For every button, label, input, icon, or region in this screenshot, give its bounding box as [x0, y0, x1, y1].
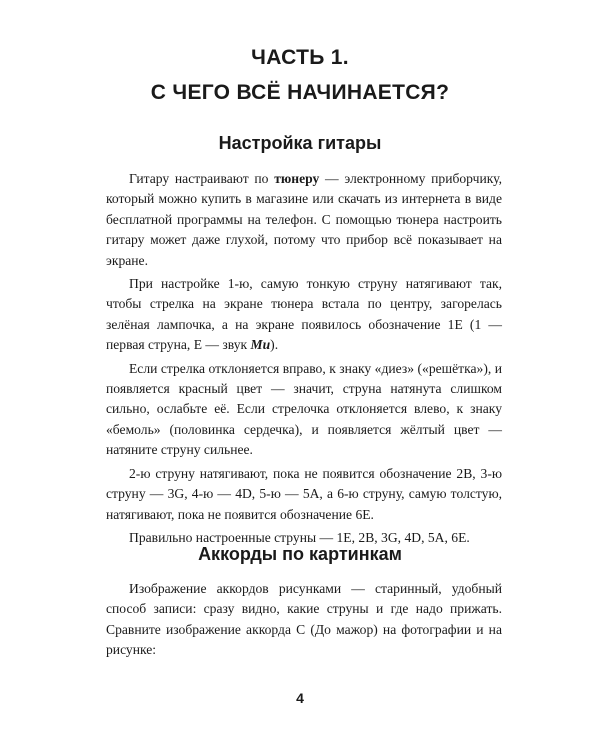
paragraph-tuned-strings: Правильно настроенные струны — 1E, 2B, 3G, 4D, 5A, 6E.: [129, 529, 470, 545]
paragraph-needle-direction: Если стрелка отклоняется вправо, к знаку «диез» («решётка»), и появляется красный цвет — значит, струна натянута слишком сильно, ослабьте её. Если стрелочка отклоняется влево, к знаку «бемоль» (половинка сердечка), и появляется жёлтый цвет — натяните струну сильнее.: [106, 360, 502, 458]
paragraph-other-strings: 2-ю струну натягивают, пока не появится обозначение 2B, 3-ю струну — 3G, 4-ю — 4D, 5-ю — 5A, а 6-ю струну, самую толстую, натягивают, пока не появится обозначение 6E.: [106, 465, 502, 522]
paragraph-chord-diagrams: Изображение аккордов рисунками — старинный, удобный способ записи: сразу видно, какие струны и где надо прижать. Сравните изображение аккорда С (До мажор) на фотографии и на рисунке:: [106, 581, 502, 658]
section-title-guitar-tuning: Настройка гитары: [218, 133, 382, 153]
note-mi: Ми: [250, 337, 271, 353]
section-title-chords: Аккорды по картинкам: [198, 544, 402, 564]
page-number: 4: [296, 690, 304, 706]
paragraph-first-string: При настройке 1-ю, самую тонкую струну натягивают так, чтобы стрелка на экране тюнера встала по центру, загорелась зелёная лампочка, а на экране появилось обозначение 1E (1 — первая струна, E — звук Ми).: [106, 276, 502, 353]
section-guitar-tuning-text: [106, 169, 502, 548]
part-title-name: С ЧЕГО ВСЁ НАЧИНАЕТСЯ?: [150, 81, 450, 104]
paragraph-tuner-intro: Гитару настраивают по тюнеру — электронному приборчику, который можно купить в магазине или скачать из интернета в виде бесплатной программы на телефон. С помощью тюнера настроить гитару может даже глухой, потому что прибор всё показывает на экране.: [106, 171, 503, 268]
term-tuner: тюнеру: [274, 171, 320, 186]
section-chords-text: [106, 579, 502, 661]
part-title-number: ЧАСТЬ 1.: [251, 46, 349, 69]
